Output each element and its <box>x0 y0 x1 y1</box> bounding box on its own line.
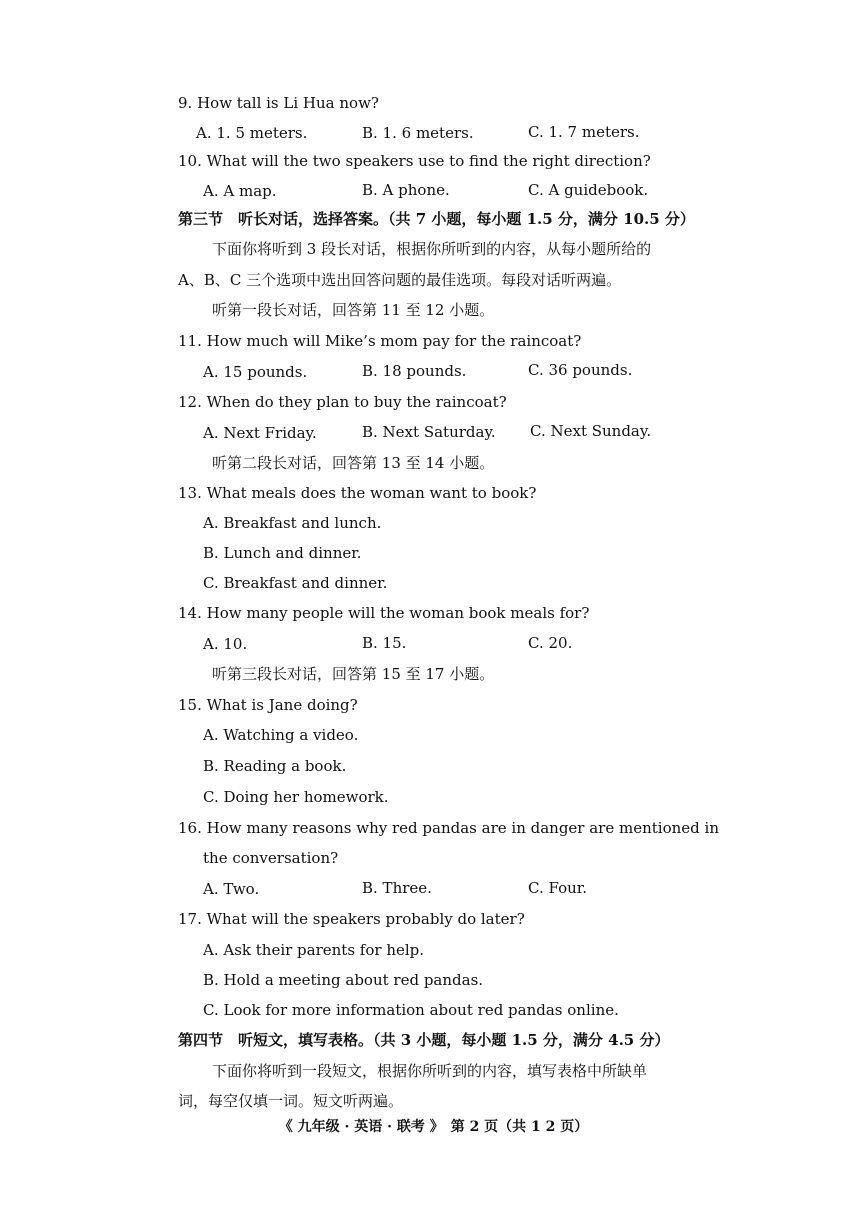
question-9-option-c: C. 1. 7 meters. <box>528 123 640 141</box>
question-11-option-b: B. 18 pounds. <box>362 362 467 380</box>
question-17-option-b: B. Hold a meeting about red pandas. <box>203 971 484 989</box>
question-13-option-b: B. Lunch and dinner. <box>203 544 362 562</box>
page-footer: 《 九年级 · 英语 · 联考 》 第 2 页（共 1 2 页） <box>278 1119 589 1135</box>
question-15-option-a: A. Watching a video. <box>203 726 359 744</box>
question-12-option-c: C. Next Sunday. <box>530 422 652 440</box>
question-10-stem: 10. What will the two speakers use to find the right direction? <box>178 152 651 170</box>
section-3-title: 第三节 听长对话，选择答案。（共 7 小题，每小题 1.5 分，满分 10.5 分） <box>178 210 695 228</box>
question-17-option-a: A. Ask their parents for help. <box>203 941 425 959</box>
dialog-2-instruction: 听第二段长对话，回答第 13 至 14 小题。 <box>212 454 495 472</box>
question-9-option-a: A. 1. 5 meters. <box>196 124 308 142</box>
question-9-option-b: B. 1. 6 meters. <box>362 124 474 142</box>
question-13-option-a: A. Breakfast and lunch. <box>203 514 382 532</box>
question-12-option-b: B. Next Saturday. <box>362 423 496 441</box>
question-16-stem-line-2: the conversation? <box>203 849 339 867</box>
question-12-option-a: A. Next Friday. <box>203 424 317 442</box>
question-12-stem: 12. When do they plan to buy the raincoat? <box>178 393 507 411</box>
dialog-3-instruction: 听第三段长对话，回答第 15 至 17 小题。 <box>212 665 495 683</box>
question-14-option-a: A. 10. <box>203 635 248 653</box>
question-14-option-c: C. 20. <box>528 634 573 652</box>
section-3-instruction-line-1: 下面你将听到 3 段长对话，根据你所听到的内容，从每小题所给的 <box>212 240 652 258</box>
question-16-stem-line-1: 16. How many reasons why red pandas are in danger are mentioned in <box>178 819 719 837</box>
dialog-1-instruction: 听第一段长对话，回答第 11 至 12 小题。 <box>212 301 495 319</box>
section-4-instruction-line-1: 下面你将听到一段短文，根据你所听到的内容，填写表格中所缺单 <box>212 1062 648 1080</box>
section-3-instruction-line-2: A、B、C 三个选项中选出回答问题的最佳选项。每段对话听两遍。 <box>178 271 622 289</box>
section-4-instruction-line-2: 词，每空仅填一词。短文听两遍。 <box>178 1092 404 1110</box>
question-10-option-c: C. A guidebook. <box>528 181 649 199</box>
question-15-stem: 15. What is Jane doing? <box>178 696 358 714</box>
question-11-option-a: A. 15 pounds. <box>203 363 308 381</box>
question-15-option-b: B. Reading a book. <box>203 757 347 775</box>
question-14-option-b: B. 15. <box>362 634 407 652</box>
question-11-stem: 11. How much will Mike’s mom pay for the raincoat? <box>178 332 582 350</box>
question-11-option-c: C. 36 pounds. <box>528 361 633 379</box>
question-9-stem: 9. How tall is Li Hua now? <box>178 94 379 112</box>
question-16-option-b: B. Three. <box>362 879 432 897</box>
question-13-stem: 13. What meals does the woman want to book? <box>178 484 537 502</box>
question-15-option-c: C. Doing her homework. <box>203 788 389 806</box>
question-16-option-a: A. Two. <box>203 880 260 898</box>
question-17-option-c: C. Look for more information about red pandas online. <box>203 1001 619 1019</box>
question-10-option-a: A. A map. <box>203 182 277 200</box>
question-13-option-c: C. Breakfast and dinner. <box>203 574 388 592</box>
question-17-stem: 17. What will the speakers probably do later? <box>178 910 525 928</box>
question-10-option-b: B. A phone. <box>362 181 450 199</box>
question-14-stem: 14. How many people will the woman book meals for? <box>178 604 590 622</box>
section-4-title: 第四节 听短文，填写表格。（共 3 小题，每小题 1.5 分，满分 4.5 分） <box>178 1031 670 1049</box>
question-16-option-c: C. Four. <box>528 879 588 897</box>
